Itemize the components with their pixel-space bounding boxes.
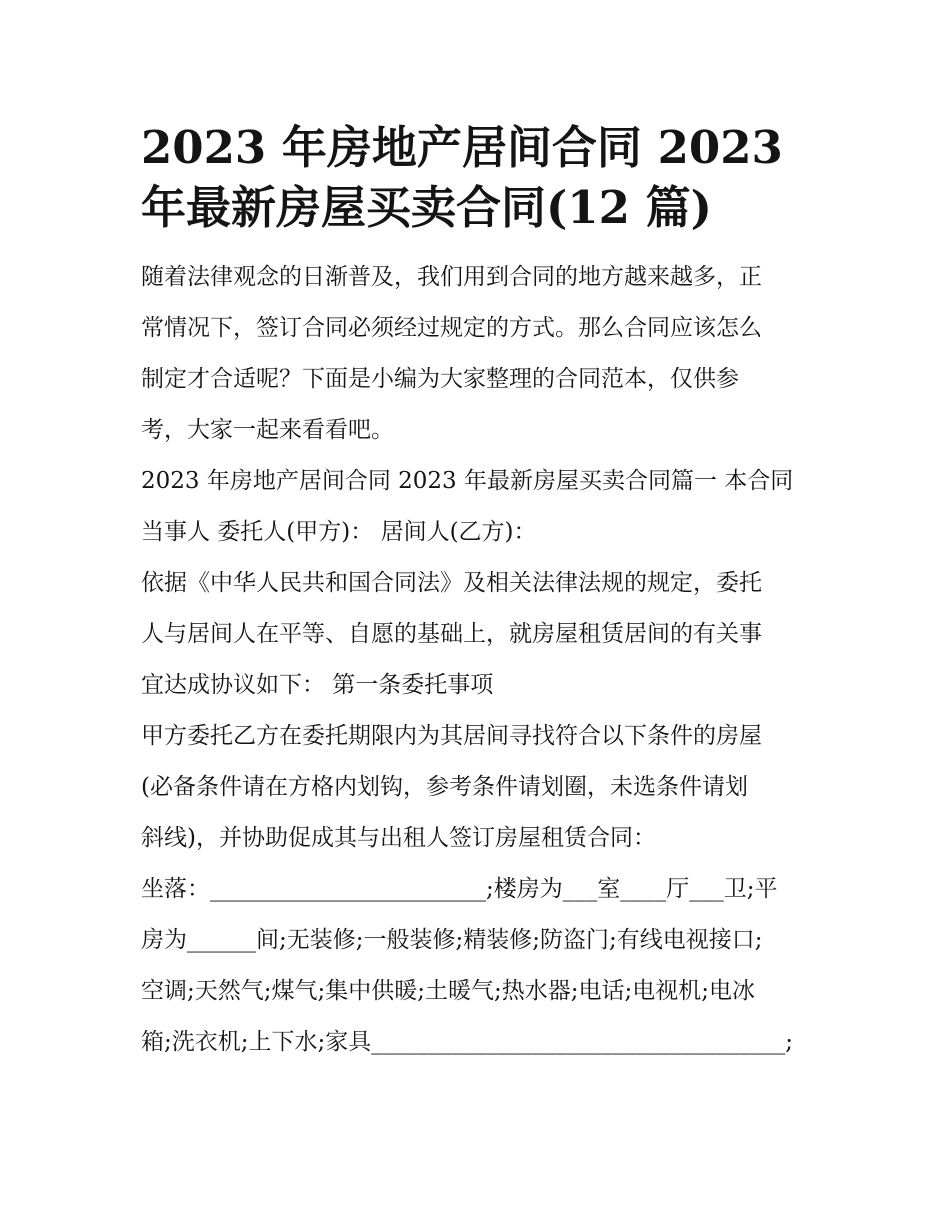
text-line: 坐落：________________________;楼房为___室____厅___卫;平: [141, 876, 778, 902]
document-body: [141, 252, 813, 1068]
text-line: 斜线)，并协助促成其与出租人签订房屋租赁合同：: [141, 825, 656, 851]
document-page: [141, 118, 813, 1068]
text-line: 甲方委托乙方在委托期限内为其居间寻找符合以下条件的房屋: [141, 723, 762, 749]
text-line: 制定才合适呢？下面是小编为大家整理的合同范本，仅供参: [141, 366, 739, 392]
text-line: 当事人 委托人(甲方)： 居间人(乙方)：: [141, 519, 537, 545]
text-line: 依据《中华人民共和国合同法》及相关法律法规的规定，委托: [141, 570, 762, 596]
text-line: 箱;洗衣机;上下水;家具____________________________________;: [141, 1029, 793, 1055]
text-line: 空调;天然气;煤气;集中供暖;土暖气;热水器;电话;电视机;电冰: [141, 978, 755, 1004]
document-title: [141, 118, 813, 238]
text-line: 房为______间;无装修;一般装修;精装修;防盗门;有线电视接口;: [141, 927, 763, 953]
text-line: 随着法律观念的日渐普及，我们用到合同的地方越来越多，正: [141, 264, 762, 290]
text-line: (必备条件请在方格内划钩，参考条件请划圈，未选条件请划: [141, 774, 748, 800]
commission-paragraph: [141, 711, 813, 864]
legal-basis-paragraph: [141, 558, 813, 711]
text-line: 常情况下，签订合同必须经过规定的方式。那么合同应该怎么: [141, 315, 762, 341]
text-line: 人与居间人在平等、自愿的基础上，就房屋租赁居间的有关事: [141, 621, 762, 647]
text-line: 考，大家一起来看看吧。: [141, 417, 394, 443]
intro-paragraph: [141, 252, 813, 456]
title-line: 年最新房屋买卖合同(12 篇): [141, 181, 712, 234]
text-line: 宜达成协议如下： 第一条委托事项: [141, 672, 494, 698]
property-details-paragraph: [141, 864, 813, 1068]
contract-heading-paragraph: [141, 456, 813, 558]
title-line: 2023 年房地产居间合同 2023: [141, 121, 783, 174]
text-line: 2023 年房地产居间合同 2023 年最新房屋买卖合同篇一 本合同: [141, 468, 794, 494]
